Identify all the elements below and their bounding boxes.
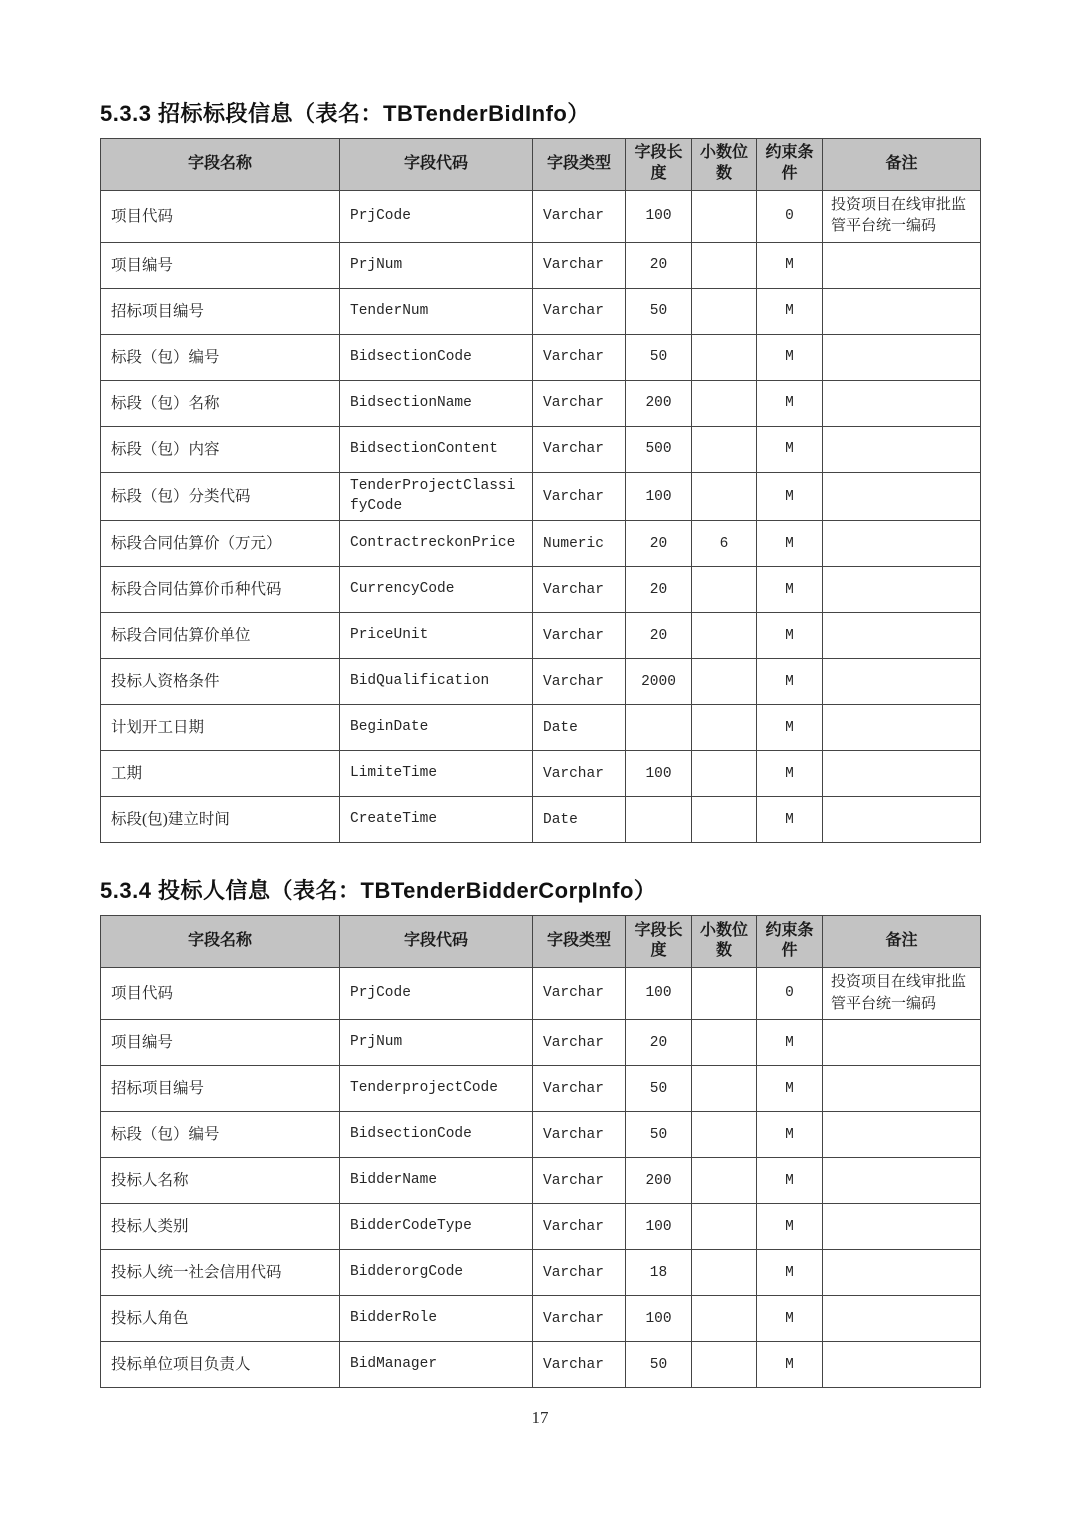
cell-field-type: Varchar xyxy=(533,659,626,705)
cell-constraint: M xyxy=(757,427,823,473)
header-constraint: 约束条件 xyxy=(757,915,823,967)
cell-field-name: 标段（包）编号 xyxy=(101,1112,340,1158)
cell-field-length xyxy=(626,705,692,751)
table-row xyxy=(101,1158,981,1204)
section-heading-5-3-4: 5.3.4 投标人信息（表名：TBTenderBidderCorpInfo） xyxy=(100,878,657,904)
cell-constraint: 0 xyxy=(757,190,823,243)
table-row xyxy=(101,335,981,381)
cell-constraint: M xyxy=(757,289,823,335)
cell-decimal-digits xyxy=(692,659,757,705)
cell-field-length: 100 xyxy=(626,190,692,243)
cell-field-code: PrjCode xyxy=(340,190,533,243)
cell-field-type: Varchar xyxy=(533,751,626,797)
table-header-row xyxy=(101,915,981,967)
cell-field-name: 招标项目编号 xyxy=(101,289,340,335)
cell-remark xyxy=(823,1250,981,1296)
cell-field-type: Varchar xyxy=(533,381,626,427)
cell-decimal-digits xyxy=(692,705,757,751)
cell-constraint: M xyxy=(757,1020,823,1066)
cell-field-code: BidderCodeType xyxy=(340,1204,533,1250)
cell-remark xyxy=(823,289,981,335)
cell-field-type: Date xyxy=(533,797,626,843)
cell-constraint: M xyxy=(757,705,823,751)
cell-decimal-digits xyxy=(692,427,757,473)
cell-constraint: M xyxy=(757,473,823,521)
cell-field-length: 200 xyxy=(626,381,692,427)
cell-field-code: BidsectionCode xyxy=(340,335,533,381)
cell-field-name: 投标单位项目负责人 xyxy=(101,1342,340,1388)
table-header-row xyxy=(101,138,981,190)
cell-constraint: M xyxy=(757,1066,823,1112)
cell-constraint: M xyxy=(757,613,823,659)
table-row xyxy=(101,427,981,473)
cell-constraint: M xyxy=(757,1250,823,1296)
cell-remark xyxy=(823,613,981,659)
cell-field-length: 18 xyxy=(626,1250,692,1296)
cell-field-name: 标段合同估算价单位 xyxy=(101,613,340,659)
cell-decimal-digits xyxy=(692,567,757,613)
cell-field-code: BidderName xyxy=(340,1158,533,1204)
table-row xyxy=(101,1250,981,1296)
header-constraint: 约束条件 xyxy=(757,138,823,190)
cell-constraint: M xyxy=(757,567,823,613)
section-tender-bid-info xyxy=(100,100,980,843)
table-row xyxy=(101,613,981,659)
cell-field-type: Varchar xyxy=(533,190,626,243)
cell-field-name: 标段(包)建立时间 xyxy=(101,797,340,843)
cell-field-name: 投标人资格条件 xyxy=(101,659,340,705)
table-row xyxy=(101,289,981,335)
cell-field-name: 投标人名称 xyxy=(101,1158,340,1204)
cell-constraint: M xyxy=(757,335,823,381)
cell-remark xyxy=(823,427,981,473)
cell-remark xyxy=(823,751,981,797)
cell-remark xyxy=(823,1204,981,1250)
cell-constraint: M xyxy=(757,797,823,843)
cell-field-code: PrjNum xyxy=(340,243,533,289)
table-row xyxy=(101,1066,981,1112)
cell-constraint: M xyxy=(757,1204,823,1250)
cell-decimal-digits: 6 xyxy=(692,521,757,567)
cell-decimal-digits xyxy=(692,967,757,1020)
cell-field-name: 工期 xyxy=(101,751,340,797)
cell-field-length: 50 xyxy=(626,1066,692,1112)
cell-field-code: TenderNum xyxy=(340,289,533,335)
cell-decimal-digits xyxy=(692,289,757,335)
cell-field-type: Varchar xyxy=(533,243,626,289)
cell-constraint: M xyxy=(757,1296,823,1342)
cell-field-length: 200 xyxy=(626,1158,692,1204)
cell-field-code: TenderprojectCode xyxy=(340,1066,533,1112)
cell-field-type: Varchar xyxy=(533,1112,626,1158)
cell-field-type: Varchar xyxy=(533,613,626,659)
cell-field-length: 50 xyxy=(626,335,692,381)
cell-field-type: Varchar xyxy=(533,967,626,1020)
cell-remark xyxy=(823,243,981,289)
cell-decimal-digits xyxy=(692,1296,757,1342)
cell-field-length: 20 xyxy=(626,567,692,613)
cell-remark: 投资项目在线审批监管平台统一编码 xyxy=(823,967,981,1020)
cell-field-length: 500 xyxy=(626,427,692,473)
cell-field-length: 50 xyxy=(626,1342,692,1388)
cell-decimal-digits xyxy=(692,473,757,521)
cell-decimal-digits xyxy=(692,751,757,797)
cell-decimal-digits xyxy=(692,1020,757,1066)
cell-field-name: 标段合同估算价币种代码 xyxy=(101,567,340,613)
cell-field-type: Varchar xyxy=(533,427,626,473)
cell-field-length: 20 xyxy=(626,243,692,289)
cell-field-length: 100 xyxy=(626,1296,692,1342)
table-row xyxy=(101,381,981,427)
cell-field-length: 2000 xyxy=(626,659,692,705)
cell-decimal-digits xyxy=(692,1250,757,1296)
cell-field-code: BeginDate xyxy=(340,705,533,751)
cell-field-code: PrjCode xyxy=(340,967,533,1020)
header-field-name: 字段名称 xyxy=(101,915,340,967)
cell-decimal-digits xyxy=(692,190,757,243)
cell-decimal-digits xyxy=(692,797,757,843)
cell-constraint: M xyxy=(757,381,823,427)
cell-field-length: 20 xyxy=(626,613,692,659)
cell-field-code: ContractreckonPrice xyxy=(340,521,533,567)
cell-field-type: Varchar xyxy=(533,567,626,613)
header-field-type: 字段类型 xyxy=(533,915,626,967)
cell-field-name: 投标人角色 xyxy=(101,1296,340,1342)
header-field-length: 字段长度 xyxy=(626,138,692,190)
field-table-tbtenderbiddercorpinfo xyxy=(100,915,981,1389)
cell-field-type: Numeric xyxy=(533,521,626,567)
section-heading-5-3-3: 5.3.3 招标标段信息（表名：TBTenderBidInfo） xyxy=(100,101,590,126)
table-row xyxy=(101,705,981,751)
cell-remark xyxy=(823,1158,981,1204)
cell-constraint: M xyxy=(757,659,823,705)
cell-field-name: 项目编号 xyxy=(101,1020,340,1066)
cell-field-type: Varchar xyxy=(533,335,626,381)
table-row xyxy=(101,967,981,1020)
cell-field-length: 50 xyxy=(626,1112,692,1158)
header-field-type: 字段类型 xyxy=(533,138,626,190)
cell-field-name: 投标人统一社会信用代码 xyxy=(101,1250,340,1296)
cell-field-type: Varchar xyxy=(533,1296,626,1342)
cell-decimal-digits xyxy=(692,1342,757,1388)
header-remark: 备注 xyxy=(823,915,981,967)
cell-field-code: CreateTime xyxy=(340,797,533,843)
cell-remark xyxy=(823,1066,981,1112)
cell-field-type: Date xyxy=(533,705,626,751)
cell-decimal-digits xyxy=(692,1066,757,1112)
cell-remark xyxy=(823,659,981,705)
cell-field-name: 标段（包）名称 xyxy=(101,381,340,427)
cell-constraint: M xyxy=(757,1342,823,1388)
header-remark: 备注 xyxy=(823,138,981,190)
cell-field-type: Varchar xyxy=(533,1250,626,1296)
cell-field-name: 投标人类别 xyxy=(101,1204,340,1250)
cell-field-length: 100 xyxy=(626,1204,692,1250)
cell-decimal-digits xyxy=(692,1158,757,1204)
header-field-code: 字段代码 xyxy=(340,915,533,967)
cell-field-code: PriceUnit xyxy=(340,613,533,659)
header-field-name: 字段名称 xyxy=(101,138,340,190)
cell-field-name: 招标项目编号 xyxy=(101,1066,340,1112)
header-decimal-digits: 小数位数 xyxy=(692,138,757,190)
cell-field-length: 100 xyxy=(626,967,692,1020)
cell-field-name: 计划开工日期 xyxy=(101,705,340,751)
field-table-tbtenderbidinfo xyxy=(100,138,981,844)
cell-field-code: BidManager xyxy=(340,1342,533,1388)
cell-remark: 投资项目在线审批监管平台统一编码 xyxy=(823,190,981,243)
cell-constraint: M xyxy=(757,1112,823,1158)
cell-field-length: 50 xyxy=(626,289,692,335)
cell-remark xyxy=(823,1296,981,1342)
cell-decimal-digits xyxy=(692,1204,757,1250)
cell-field-code: BidsectionContent xyxy=(340,427,533,473)
table-row xyxy=(101,521,981,567)
page-number: 17 xyxy=(531,1408,549,1428)
cell-field-name: 项目编号 xyxy=(101,243,340,289)
section-bidder-corp-info xyxy=(100,877,980,1388)
cell-field-length: 20 xyxy=(626,1020,692,1066)
cell-field-code: BidderorgCode xyxy=(340,1250,533,1296)
table-row xyxy=(101,751,981,797)
cell-field-code: PrjNum xyxy=(340,1020,533,1066)
cell-field-name: 标段合同估算价（万元） xyxy=(101,521,340,567)
cell-field-length: 20 xyxy=(626,521,692,567)
cell-decimal-digits xyxy=(692,381,757,427)
cell-field-type: Varchar xyxy=(533,1158,626,1204)
table-row xyxy=(101,659,981,705)
header-field-code: 字段代码 xyxy=(340,138,533,190)
cell-field-type: Varchar xyxy=(533,289,626,335)
cell-remark xyxy=(823,473,981,521)
cell-field-name: 标段（包）分类代码 xyxy=(101,473,340,521)
cell-field-code: BidderRole xyxy=(340,1296,533,1342)
cell-remark xyxy=(823,705,981,751)
table-row xyxy=(101,243,981,289)
cell-remark xyxy=(823,1020,981,1066)
cell-remark xyxy=(823,797,981,843)
cell-field-type: Varchar xyxy=(533,1020,626,1066)
cell-remark xyxy=(823,335,981,381)
cell-field-code: TenderProjectClassifyCode xyxy=(340,473,533,521)
cell-field-code: BidsectionName xyxy=(340,381,533,427)
cell-remark xyxy=(823,521,981,567)
cell-constraint: 0 xyxy=(757,967,823,1020)
cell-field-type: Varchar xyxy=(533,1204,626,1250)
cell-field-name: 项目代码 xyxy=(101,967,340,1020)
cell-field-name: 标段（包）编号 xyxy=(101,335,340,381)
table-row xyxy=(101,1020,981,1066)
cell-constraint: M xyxy=(757,243,823,289)
cell-decimal-digits xyxy=(692,1112,757,1158)
cell-field-type: Varchar xyxy=(533,1342,626,1388)
cell-constraint: M xyxy=(757,1158,823,1204)
cell-field-length: 100 xyxy=(626,751,692,797)
cell-field-code: BidsectionCode xyxy=(340,1112,533,1158)
header-decimal-digits: 小数位数 xyxy=(692,915,757,967)
cell-field-length: 100 xyxy=(626,473,692,521)
cell-constraint: M xyxy=(757,751,823,797)
cell-field-type: Varchar xyxy=(533,473,626,521)
cell-decimal-digits xyxy=(692,243,757,289)
cell-remark xyxy=(823,1342,981,1388)
table-row xyxy=(101,1342,981,1388)
cell-field-code: CurrencyCode xyxy=(340,567,533,613)
cell-constraint: M xyxy=(757,521,823,567)
cell-field-name: 项目代码 xyxy=(101,190,340,243)
cell-decimal-digits xyxy=(692,613,757,659)
cell-field-length xyxy=(626,797,692,843)
cell-remark xyxy=(823,1112,981,1158)
cell-remark xyxy=(823,567,981,613)
cell-field-code: BidQualification xyxy=(340,659,533,705)
table-row xyxy=(101,797,981,843)
cell-remark xyxy=(823,381,981,427)
table-row xyxy=(101,190,981,243)
table-row xyxy=(101,1204,981,1250)
cell-field-code: LimiteTime xyxy=(340,751,533,797)
header-field-length: 字段长度 xyxy=(626,915,692,967)
table-row xyxy=(101,473,981,521)
cell-field-name: 标段（包）内容 xyxy=(101,427,340,473)
table-row xyxy=(101,1112,981,1158)
cell-decimal-digits xyxy=(692,335,757,381)
table-row xyxy=(101,567,981,613)
table-row xyxy=(101,1296,981,1342)
cell-field-type: Varchar xyxy=(533,1066,626,1112)
